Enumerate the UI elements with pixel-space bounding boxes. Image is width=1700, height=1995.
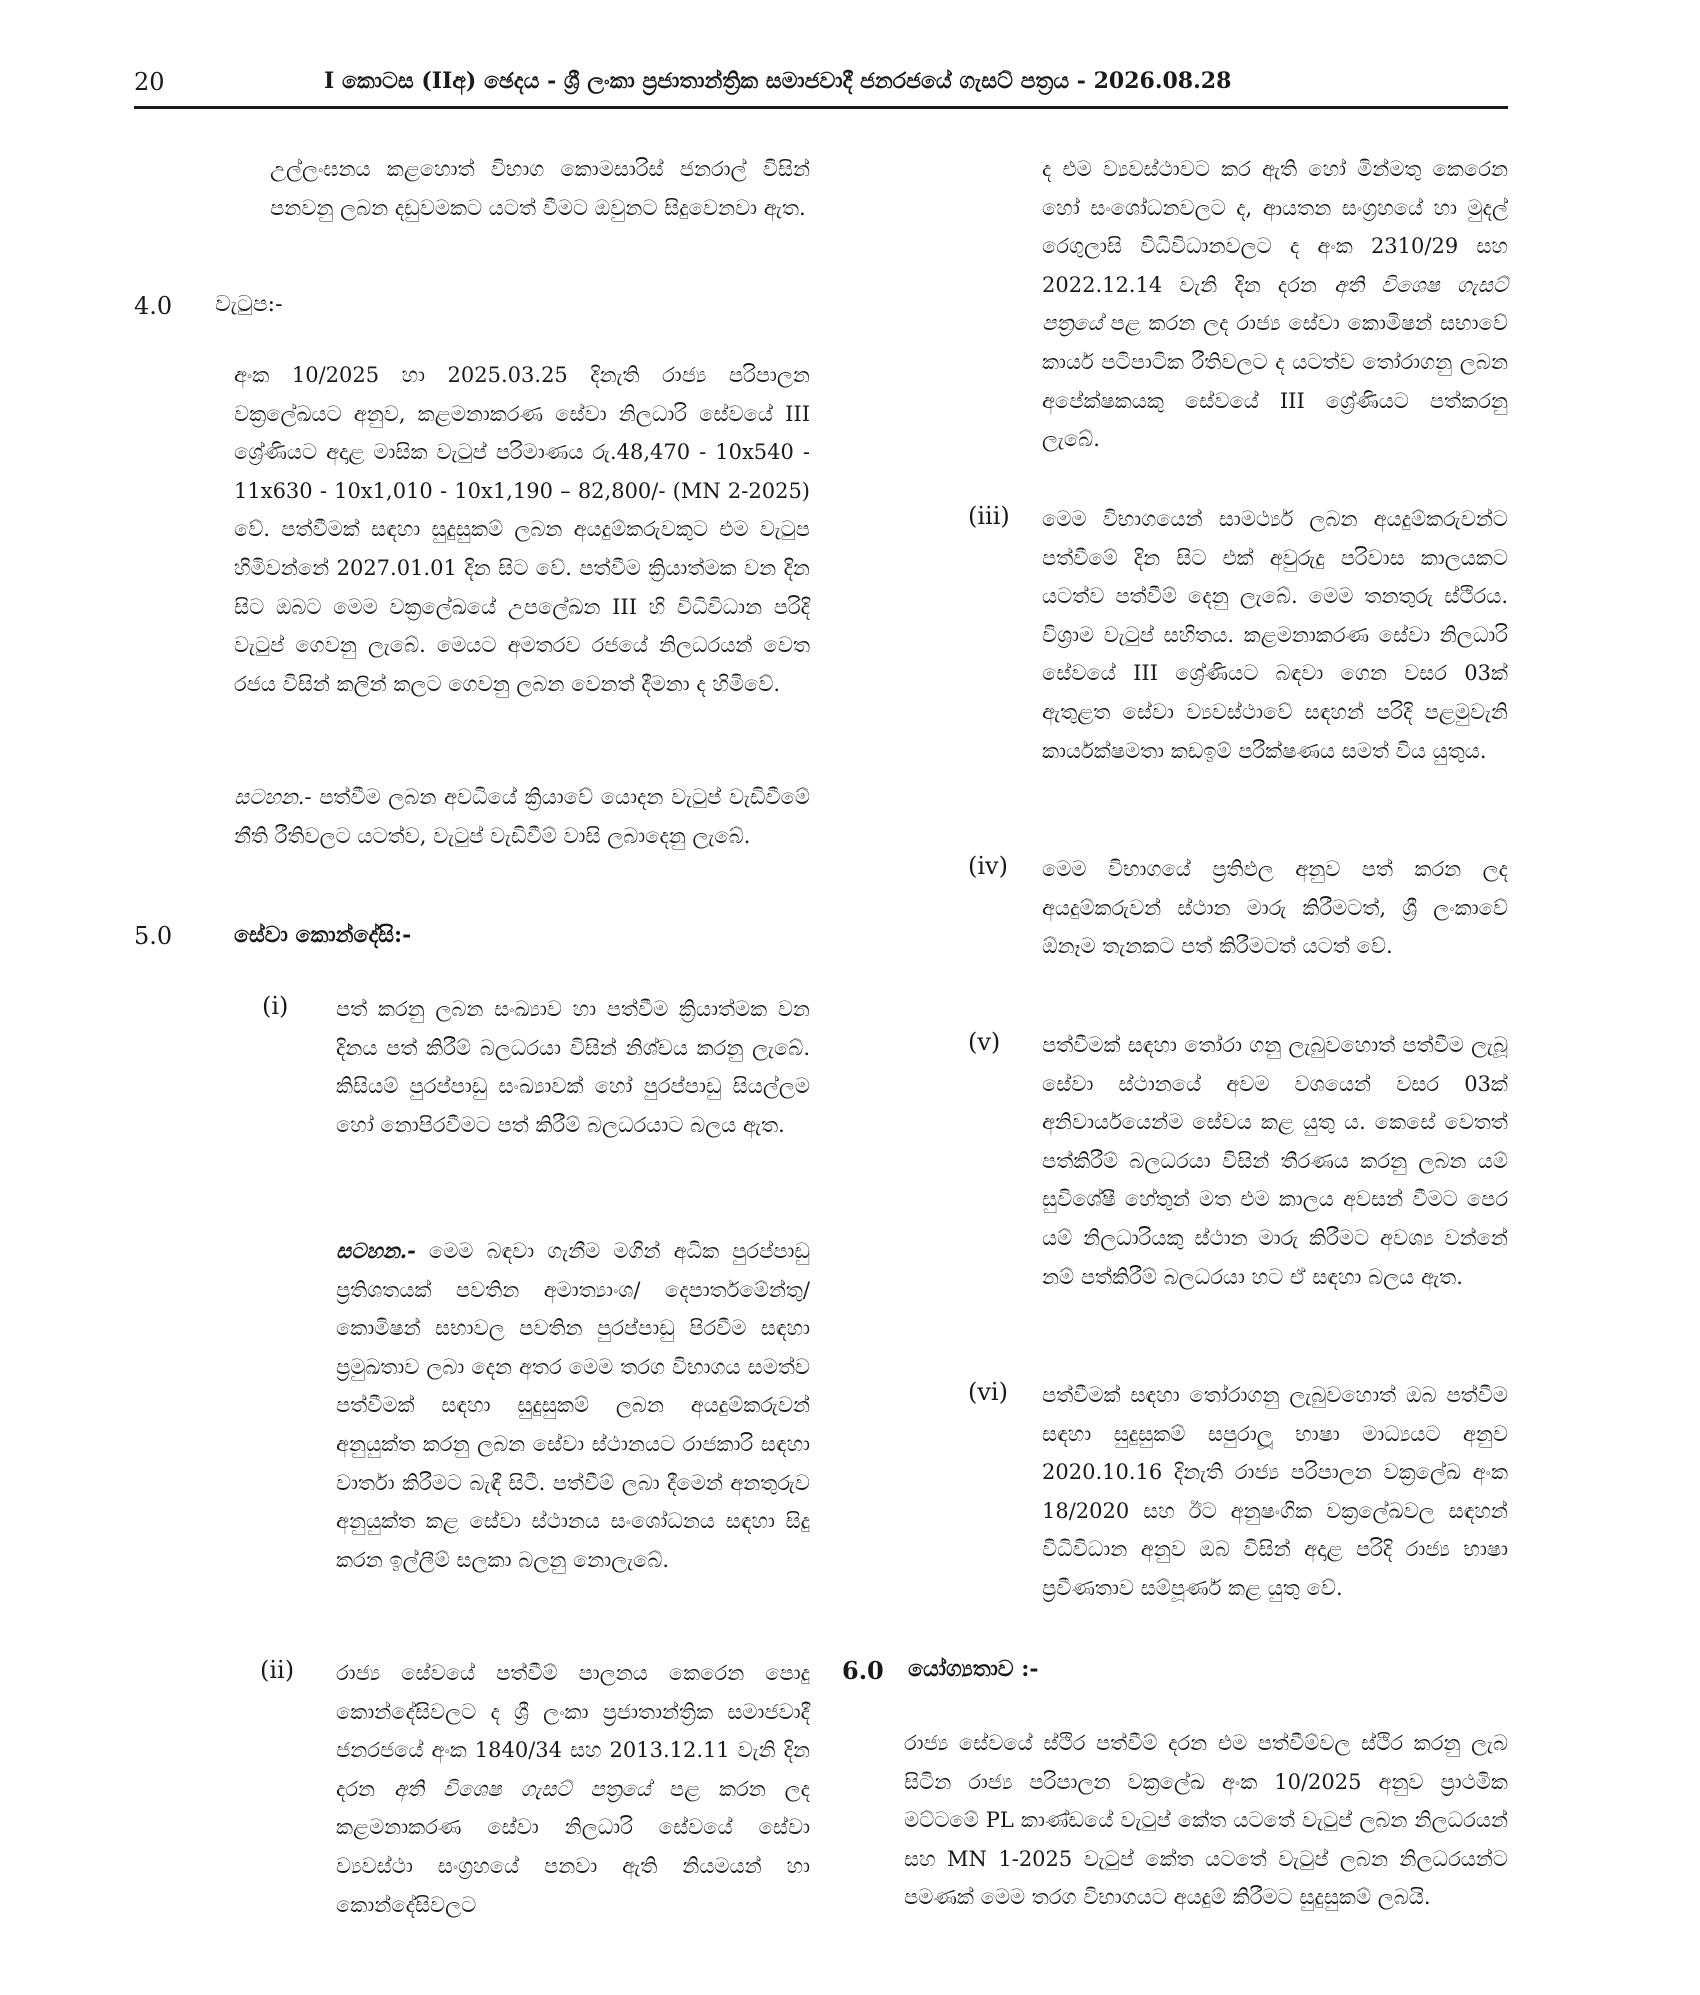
item-v-label: (v)	[968, 1028, 1001, 1056]
page-header	[134, 66, 1508, 110]
item-iv-body: මෙම විභාගයේ ප්‍රතිඵල අනුව පත් කරන ලද අයදුම්කරුවන් ස්ථාන මාරු කිරීමටත්, ශ්‍රී ලංකාවේ ඕනෑම තැනකට පත් කිරීමටත් යටත් වේ.	[1042, 857, 1508, 959]
item-vi-label: (vi)	[968, 1378, 1008, 1406]
item-ii-body: රාජ්‍ය සේවයේ පත්වීම් පාලනය කෙරෙන පොදු කොන්දේසිවලට ද ශ්‍රී ලංකා ප්‍රජාතාන්ත්‍රික සමාජවාදී ජනරජයේ අංක 1840/34 සහ 2013.12.11 වැනි දින දරන අති විශෙෂ ගැසට් පත්‍රයේ පළ කරන ලද කළමනාකරණ සේවා නිලධාරි සේවයේ සේවා ව්‍යවස්ථා සංග්‍රහයේ පනවා ඇති නියමයන් හා කොන්දේසිවලට	[336, 1661, 810, 1917]
item-iii-label: (iii)	[968, 502, 1010, 530]
item-v-body: පත්වීමක් සඳහා තෝරා ගනු ලැබුවහොත් පත්වීම ලැබූ සේවා ස්ථානයේ අවම වශයෙන් වසර 03ක් අනිවාර්යයෙන්ම සේවය කළ යුතු ය. කෙසේ වෙතත් පත්කිරීම් බලධරයා විසින් තීරණය කරනු ලබන යම් සුවිශේෂී හේතුන් මත එම කාලය අවසන් වීමට පෙර යම් නිලධාරියකු ස්ථාන මාරු කිරීමට අවශ්‍ය වන්නේ නම් පත්කිරීම් බලධරයා හට ඒ සඳහා බලය ඇත.	[1042, 1033, 1508, 1289]
note-text: පත්වීම ලබන අවධියේ ක්‍රියාවේ යොදන වැටුප් වැඩිවීමේ නීති රීතිවලට යටත්ව, වැටුප් වැඩිවීම් වාසි ලබාදෙනු ලැබේ.	[234, 785, 810, 848]
gazette-title: I කොටස (IIඅ) ඡෙදය - ශ්‍රී ලංකා ප්‍රජාතාන්ත්‍රික සමාජවාදී ජනරජයේ ගැසට් පත්‍රය - 2026.08.28	[324, 68, 1232, 94]
section-4-title: වැටුප:-	[215, 292, 283, 317]
note-label: සටහන.-	[234, 785, 312, 809]
section-6-number: 6.0	[842, 1656, 884, 1685]
item-i-note	[336, 1232, 810, 1579]
section-6-title: යෝග්‍යතාව :-	[908, 1656, 1039, 1682]
item-ii-label: (ii)	[260, 1656, 295, 1684]
section-6-body: රාජ්‍ය සේවයේ ස්ථිර පත්වීම් දරන එම පත්වීම්වල ස්ථිර කරනු ලැබ සිටින රාජ්‍ය පරිපාලන වක්‍රලේඛ අංක 10/2025 අනුව ප්‍රාථමික මට්ටමේ PL කාණ්ඩයේ වැටුප් කේත යටතේ වැටුප් ලබන නිලධරයන් සහ MN 1-2025 වැටුප් කේත යටතේ වැටුප් ලබන නිලධරයන්ට පමණක් මෙම තරග විභාගයට අයදුම් කිරීමට සුදුසුකම් ලබයි.	[904, 1731, 1508, 1910]
item-iii-body: මෙම විභාගයෙන් සාමර්ථ්‍ය ලබන අයදුම්කරුවන්ට පත්වීමේ දින සිට එක් අවුරුදු පරිවාස කාලයකට යටත්ව පත්වීම් දෙනු ලැබේ. මෙම තනතුරු ස්ථිරය. විශ්‍රාම වැටුප් සහිතය. කළමනාකරණ සේවා නිලධාරි සේවයේ III ශ්‍රේණියට බඳවා ගෙන වසර 03ක් ඇතුළත සේවා ව්‍යවස්ථාවේ සඳහන් පරිදි පළමුවැනි කාර්යක්ෂමතා කඩඉම් පරීක්ෂණය සමත් විය යුතුය.	[1042, 507, 1508, 763]
item-i-body: පත් කරනු ලබන සංඛ්‍යාව හා පත්වීම ක්‍රියාත්මක වන දිනය පත් කිරීම් බලධරයා විසින් නිශ්චය කරනු ලැබේ. කිසියම් පුරප්පාඩු සංඛ්‍යාවක් හෝ පුරප්පාඩු සියල්ලම හෝ නොපිරවීමට පත් කිරීම් බලධරයාට බලය ඇත.	[336, 997, 810, 1137]
item-vi-body: පත්වීමක් සඳහා තෝරාගනු ලැබුවහොත් ඔබ පත්වීම සඳහා සුදුසුකම් සපුරාලූ භාෂා මාධ්‍යයට අනුව 2020.10.16 දිනැති රාජ්‍ය පරිපාලන වක්‍රලේඛ අංක 18/2020 සහ ඊට අනුෂංගික වක්‍රලේඛවල සඳහන් විධිවිධාන අනුව ඔබ විසින් අදාළ පරිදි රාජ්‍ය භාෂා ප්‍රවීණතාව සම්පූර්ණ කළ යුතු වේ.	[1042, 1383, 1508, 1600]
item-i-label: (i)	[262, 992, 289, 1020]
note-label: සටහන.-	[336, 1238, 416, 1263]
section-4-body: අංක 10/2025 හා 2025.03.25 දිනැති රාජ්‍ය පරිපාලන වක්‍රලේඛයට අනුව, කළමනාකරණ සේවා නිලධාරි සේවයේ III ශ්‍රේණියට අදාළ මාසික වැටුප් පරිමාණය රු.48,470 - 10x540 - 11x630 - 10x1,010 - 10x1,190 – 82,800/- (MN 2-2025) වේ. පත්වීමක් සඳහා සුදුසුකම් ලබන අයදුම්කරුවකුට එම වැටුප හිමිවන්නේ 2027.01.01 දින සිට වේ. පත්වීම ක්‍රියාත්මක වන දින සිට ඔබට මෙම වක්‍රලේඛයේ උපලේඛන III හි විධිවිධාන පරිදි වැටුප් ගෙවනු ලැබේ. මෙයට අමතරව රජයේ නිලධරයන් වෙත රජය විසින් කලින් කලට ගෙවනු ලබන වෙනත් දීමනා ද හිමිවේ.	[234, 363, 810, 696]
section-5-title: සේවා කොන්දේසි:-	[234, 922, 412, 948]
section-4-note	[234, 778, 810, 855]
item-iv-label: (iv)	[968, 852, 1008, 880]
note-text: මෙම බඳවා ගැනීම මගින් අධික පුරප්පාඩු ප්‍රතිශතයක් පවතින අමාත්‍යාංශ/ දෙපාර්තමේන්තු/කොමිෂන් සභාවල පවතින පුරප්පාඩු පිරවීම සඳහා ප්‍රමුඛතාව ලබා දෙන අතර මෙම තරග විභාගය සමත්ව පත්වීමක් සඳහා සුදුසුකම් ලබන අයදුම්කරුවන් අනුයුක්ත කරනු ලබන සේවා ස්ථානයට රාජකාරි සඳහා වාර්තා කිරීමට බැඳී සිටී. පත්වීම් ලබා දීමෙන් අනතුරුව අනුයුක්ත කළ සේවා ස්ථානය සංශෝධනය සඳහා සිදු කරන ඉල්ලීම් සලකා බලනු නොලැබේ.	[336, 1239, 810, 1572]
section-4-number: 4.0	[134, 292, 173, 320]
section-5-number: 5.0	[134, 922, 173, 950]
item-ii-continued: ද එම ව්‍යවස්ථාවට කර ඇති හෝ මින්මතු කෙරෙන හෝ සංශෝධනවලට ද, ආයතන සංග්‍රහයේ හා මුදල් රෙගුලාසි විධිවිධානවලට ද අංක 2310/29 සහ 2022.12.14 වැනි දින දරන අති විශෙෂ ගැසට් පත්‍රයේ පළ කරන ලද රාජ්‍ය සේවා කොමිෂන් සභාවේ කාර්ය පටිපාටික රීතිවලට ද යටත්ව තෝරාගනු ලබන අපේක්ෂකයකු සේවයේ III ශ්‍රේණියට පත්කරනු ලැබේ.	[1042, 157, 1508, 452]
header-rule	[134, 106, 1508, 109]
continued-paragraph: උල්ලංඝනය කළහොත් විභාග කොමසාරිස් ජනරාල් විසින් පනවනු ලබන දඩුවමකට යටත් වීමට ඔවුනට සිදුවෙනවා ඇත.	[270, 157, 810, 220]
page-number: 20	[134, 68, 165, 96]
